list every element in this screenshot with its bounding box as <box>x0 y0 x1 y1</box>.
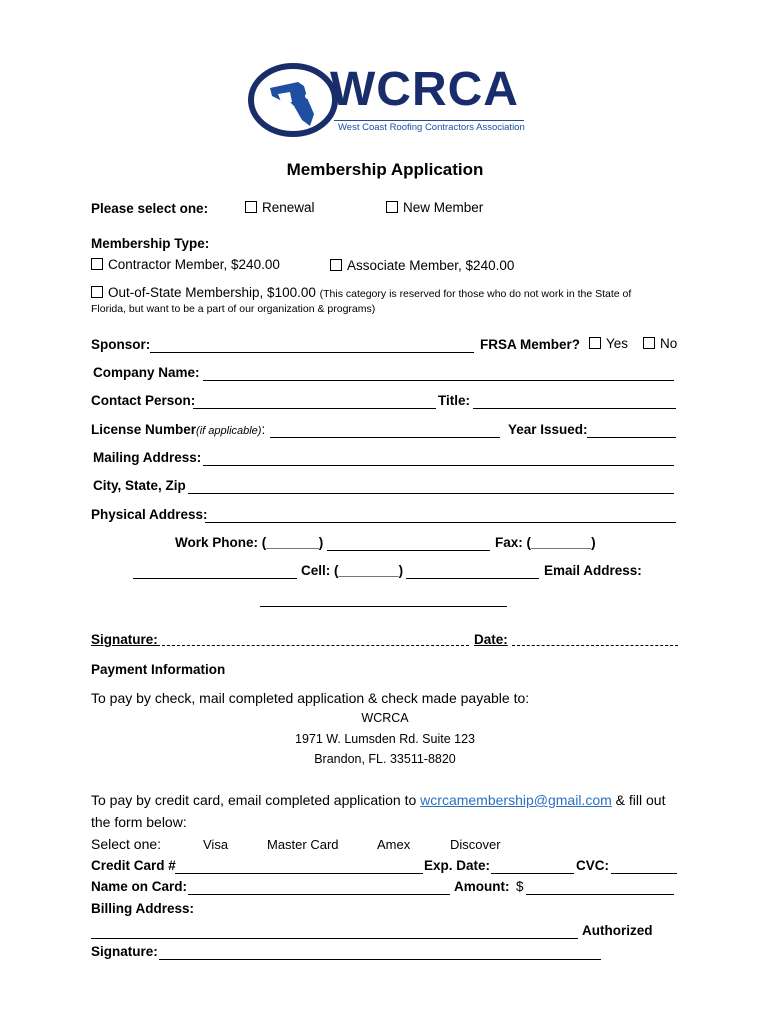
physical-field[interactable] <box>205 522 676 523</box>
logo-subtitle: West Coast Roofing Contractors Association <box>338 122 525 133</box>
card-amex[interactable]: Amex <box>377 837 411 852</box>
out-of-state-note-2: Florida, but want to be a part of our organization & programs) <box>91 303 376 315</box>
card-mastercard[interactable]: Master Card <box>267 837 339 852</box>
year-label: Year Issued: <box>508 422 588 437</box>
physical-label: Physical Address: <box>91 507 208 522</box>
exp-label: Exp. Date: <box>424 858 491 873</box>
associate-option[interactable]: Associate Member, $240.00 <box>330 258 514 273</box>
checkbox-icon[interactable] <box>643 337 655 349</box>
new-member-option[interactable]: New Member <box>386 200 483 215</box>
cc-signature-field[interactable] <box>159 959 601 960</box>
cc-text-2: the form below: <box>91 814 187 830</box>
mailing-label: Mailing Address: <box>93 450 202 465</box>
checkbox-icon[interactable] <box>589 337 601 349</box>
select-one-label: Select one: <box>91 836 162 852</box>
renewal-option[interactable]: Renewal <box>245 200 315 215</box>
page-title: Membership Application <box>286 160 484 179</box>
date-label: Date: <box>474 632 508 647</box>
cvc-field[interactable] <box>611 873 677 874</box>
cc-text: To pay by credit card, email completed application to wcrcamembership@gmail.com & fill out <box>91 792 666 808</box>
contact-field[interactable] <box>193 408 436 409</box>
year-field[interactable] <box>587 437 676 438</box>
title-field[interactable] <box>473 408 676 409</box>
cell-prefix-field[interactable] <box>133 578 297 579</box>
billing-field[interactable] <box>91 938 578 939</box>
company-label: Company Name: <box>93 365 200 380</box>
checkbox-icon[interactable] <box>91 258 103 270</box>
payment-heading: Payment Information <box>91 662 226 677</box>
email-field[interactable] <box>260 606 507 607</box>
signature-field[interactable] <box>157 645 469 646</box>
date-field[interactable] <box>512 645 678 646</box>
cell-suffix-field[interactable] <box>406 578 539 579</box>
authorized-label: Authorized <box>582 923 653 938</box>
checkbox-icon[interactable] <box>91 286 103 298</box>
dollar-sign: $ <box>516 879 524 894</box>
fax-label[interactable]: Fax: (________) <box>495 535 596 550</box>
out-of-state-note: (This category is reserved for those who do not work in the State of <box>319 288 632 300</box>
license-field[interactable] <box>270 437 500 438</box>
credit-card-field[interactable] <box>175 873 423 874</box>
logo-text: WCRCA <box>330 63 519 116</box>
amount-field[interactable] <box>526 894 674 895</box>
card-visa[interactable]: Visa <box>203 837 229 852</box>
work-phone-field[interactable] <box>327 550 490 551</box>
name-on-card-field[interactable] <box>188 894 450 895</box>
membership-type-label: Membership Type: <box>91 236 210 251</box>
checkbox-icon[interactable] <box>330 259 342 271</box>
sponsor-label: Sponsor: <box>91 337 151 352</box>
name-on-card-label: Name on Card: <box>91 879 188 894</box>
cc-signature-label: Signature: <box>91 944 158 959</box>
address-line-2: 1971 W. Lumsden Rd. Suite 123 <box>295 732 475 746</box>
frsa-label: FRSA Member? <box>480 337 581 352</box>
card-discover[interactable]: Discover <box>450 837 501 852</box>
out-of-state-option[interactable]: Out-of-State Membership, $100.00 (This category is reserved for those who do not work in the State of <box>91 285 631 300</box>
email-link[interactable]: wcrcamembership@gmail.com <box>420 792 612 808</box>
cvc-label: CVC: <box>576 858 609 873</box>
title-label: Title: <box>438 393 471 408</box>
florida-map-icon <box>248 60 338 140</box>
credit-card-label: Credit Card # <box>91 858 176 873</box>
frsa-yes-option[interactable]: Yes <box>589 336 628 351</box>
company-field[interactable] <box>203 380 674 381</box>
city-label: City, State, Zip <box>93 478 186 493</box>
frsa-no-option[interactable]: No <box>643 336 677 351</box>
mailing-field[interactable] <box>203 465 674 466</box>
city-field[interactable] <box>188 493 674 494</box>
signature-label: Signature: <box>91 632 158 647</box>
contact-label: Contact Person: <box>91 393 196 408</box>
checkbox-icon[interactable] <box>245 201 257 213</box>
work-phone-label[interactable]: Work Phone: (_______) <box>175 535 324 550</box>
exp-field[interactable] <box>491 873 574 874</box>
contractor-option[interactable]: Contractor Member, $240.00 <box>91 257 280 272</box>
check-text: To pay by check, mail completed application & check made payable to: <box>91 690 530 706</box>
cell-label[interactable]: Cell: (________) <box>301 563 404 578</box>
amount-label: Amount: <box>454 879 510 894</box>
select-label: Please select one: <box>91 201 209 216</box>
sponsor-field[interactable] <box>150 352 474 353</box>
billing-label: Billing Address: <box>91 901 195 916</box>
checkbox-icon[interactable] <box>386 201 398 213</box>
address-line-1: WCRCA <box>361 711 409 725</box>
license-label: License Number(if applicable): <box>91 422 266 437</box>
email-label: Email Address: <box>544 563 642 578</box>
logo <box>248 60 538 140</box>
address-line-3: Brandon, FL. 33511-8820 <box>314 752 456 766</box>
